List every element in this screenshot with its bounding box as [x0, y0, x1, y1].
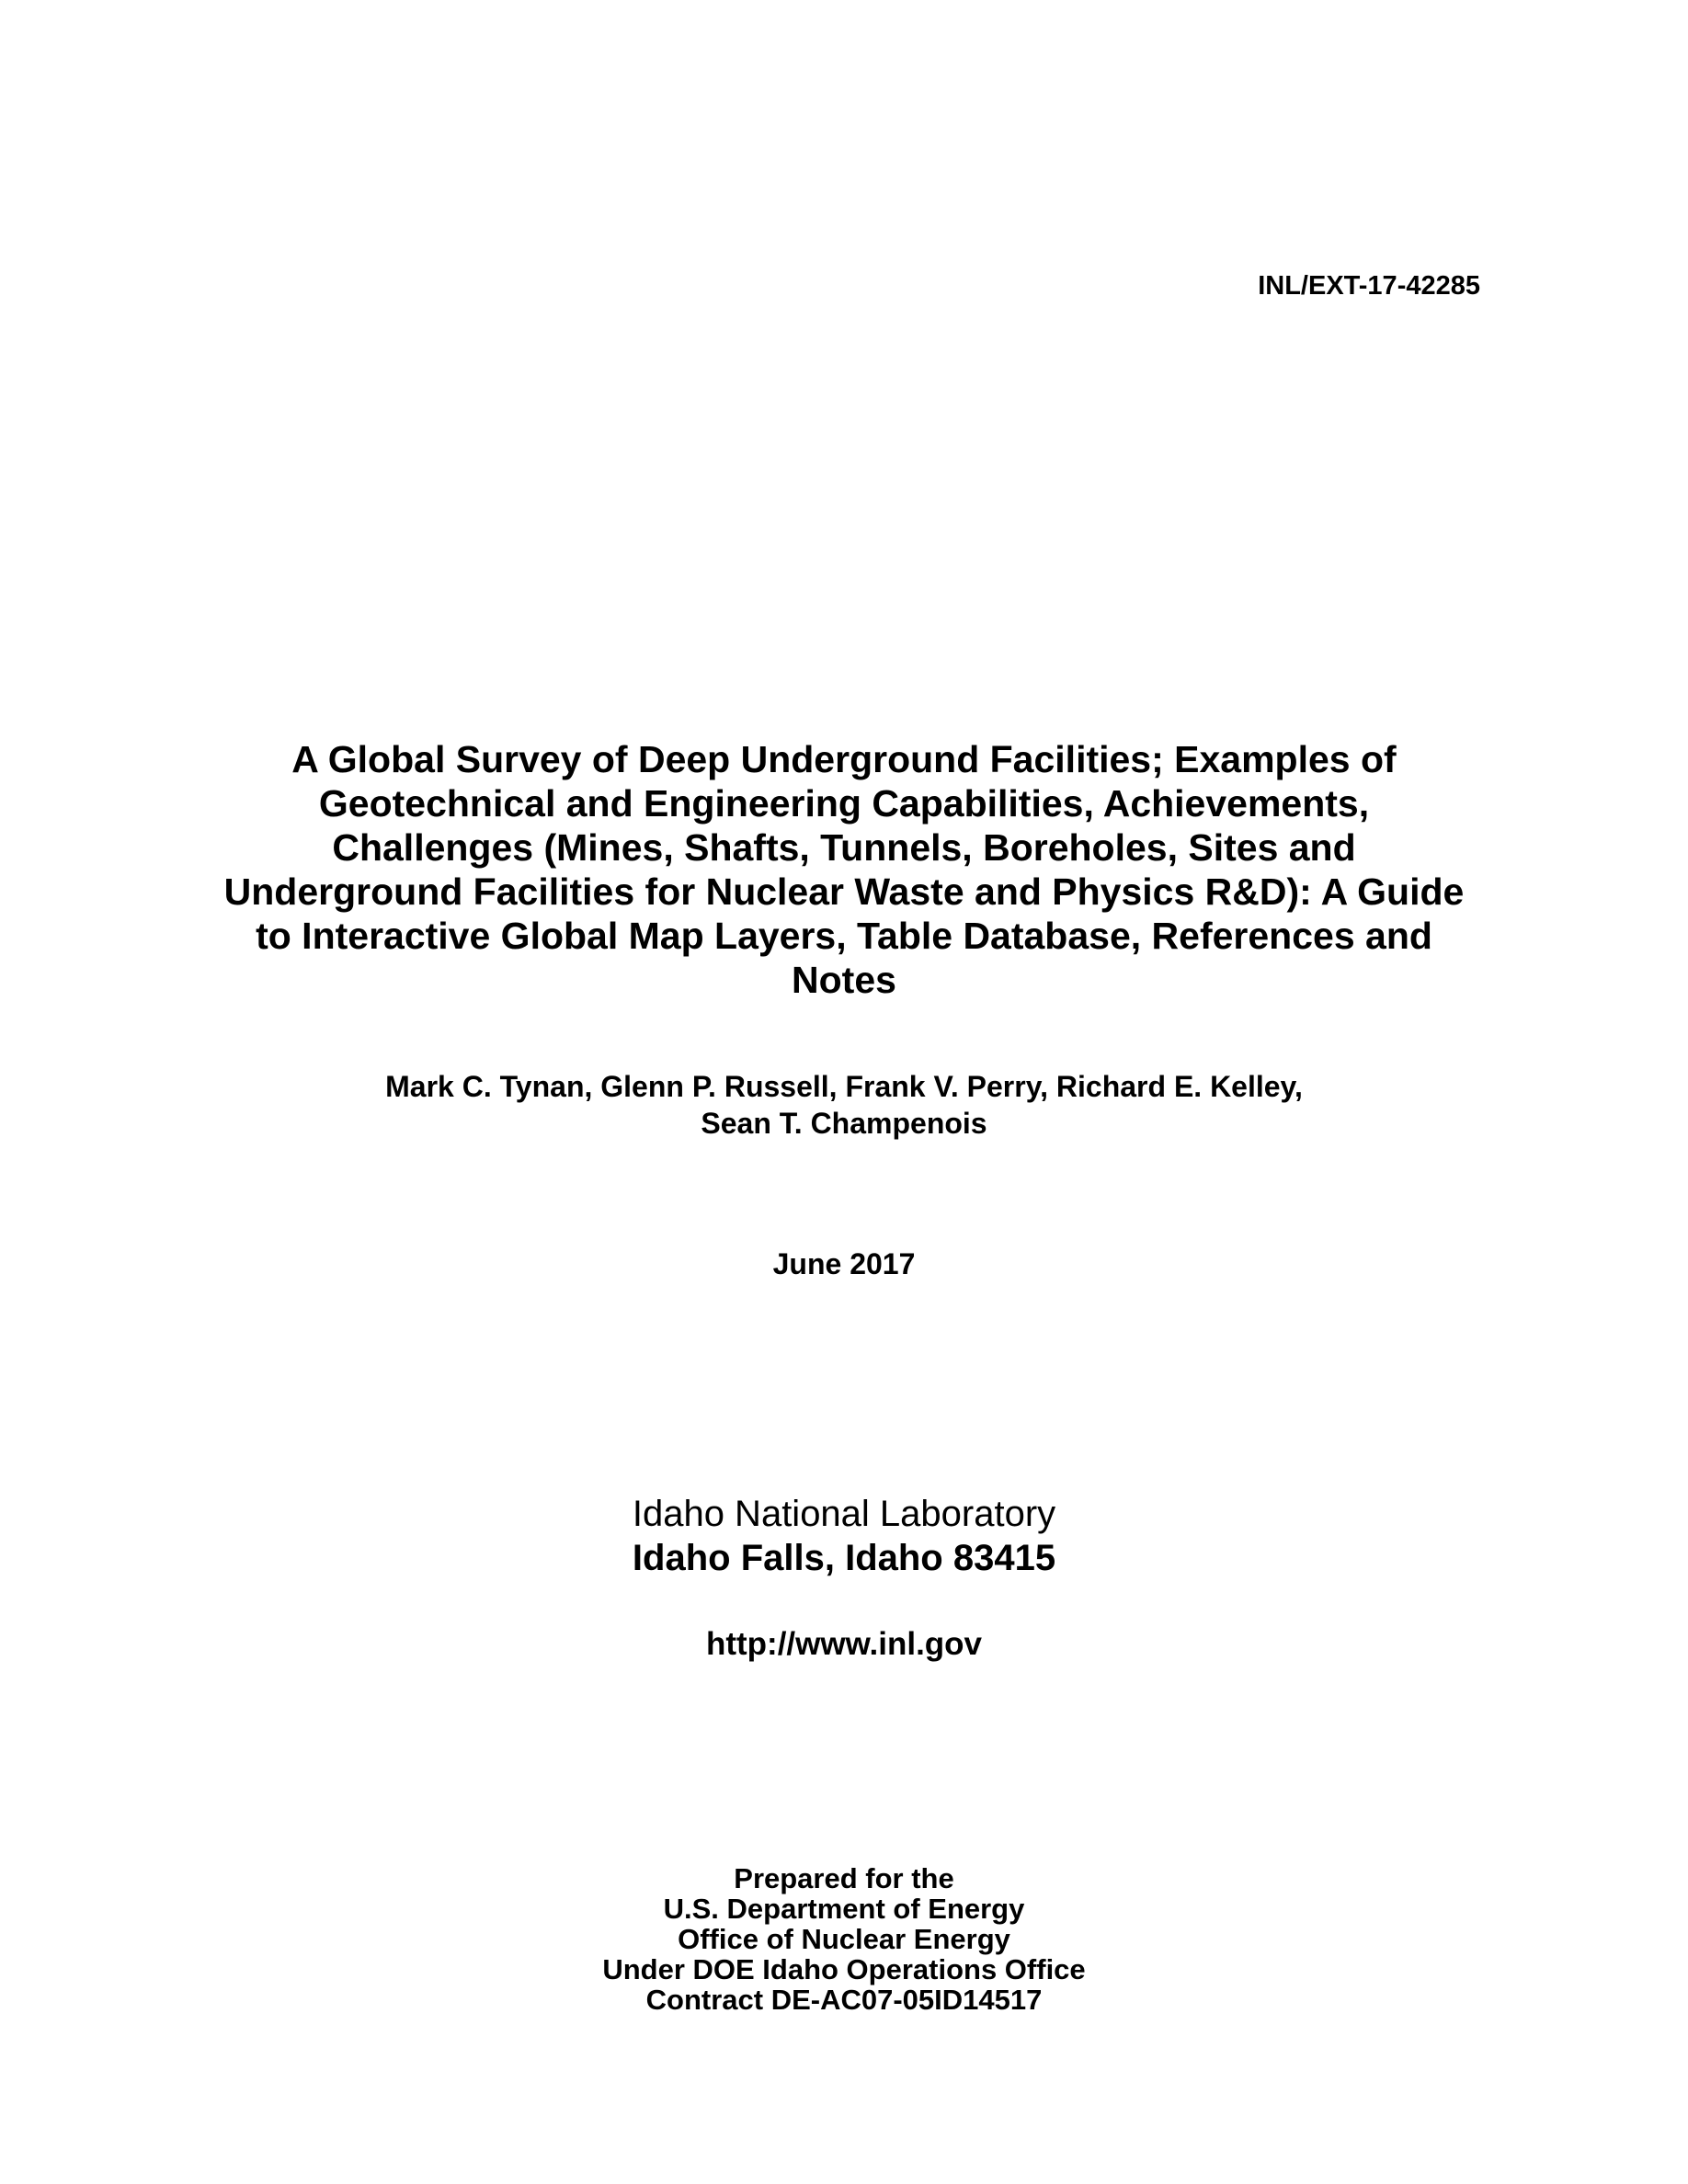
prepared-line: Office of Nuclear Energy [678, 1923, 1010, 1955]
authors [184, 1068, 1504, 1142]
title-line: A Global Survey of Deep Underground Facilities; Examples of [291, 738, 1397, 780]
publication-date: June 2017 [772, 1247, 916, 1280]
laboratory-block [184, 1492, 1504, 1580]
author-line: Mark C. Tynan, Glenn P. Russell, Frank V. Perry, Richard E. Kelley, [385, 1070, 1303, 1103]
laboratory-name: Idaho National Laboratory [632, 1494, 1056, 1534]
title-line: Geotechnical and Engineering Capabilities, Achievements, [318, 782, 1370, 825]
prepared-for-block [184, 1863, 1504, 2015]
title-line: Notes [792, 959, 896, 1001]
title-line: Underground Facilities for Nuclear Waste and Physics R&D): A Guide [223, 870, 1465, 913]
report-number: INL/EXT-17-42285 [1258, 271, 1480, 301]
laboratory-address: Idaho Falls, Idaho 83415 [632, 1538, 1056, 1578]
title-line: to Interactive Global Map Layers, Table Database, References and [256, 915, 1432, 957]
publication-date-block [184, 1246, 1504, 1282]
prepared-line: Contract DE-AC07-05ID14517 [645, 1984, 1043, 2016]
website-link[interactable]: http://www.inl.gov [705, 1626, 983, 1662]
url-block [184, 1625, 1504, 1664]
document-title [184, 737, 1504, 1002]
prepared-line: U.S. Department of Energy [663, 1893, 1025, 1925]
title-line: Challenges (Mines, Shafts, Tunnels, Boreholes, Sites and [332, 826, 1356, 869]
prepared-line: Prepared for the [734, 1862, 954, 1894]
prepared-line: Under DOE Idaho Operations Office [602, 1953, 1086, 1985]
author-line: Sean T. Champenois [701, 1107, 987, 1140]
